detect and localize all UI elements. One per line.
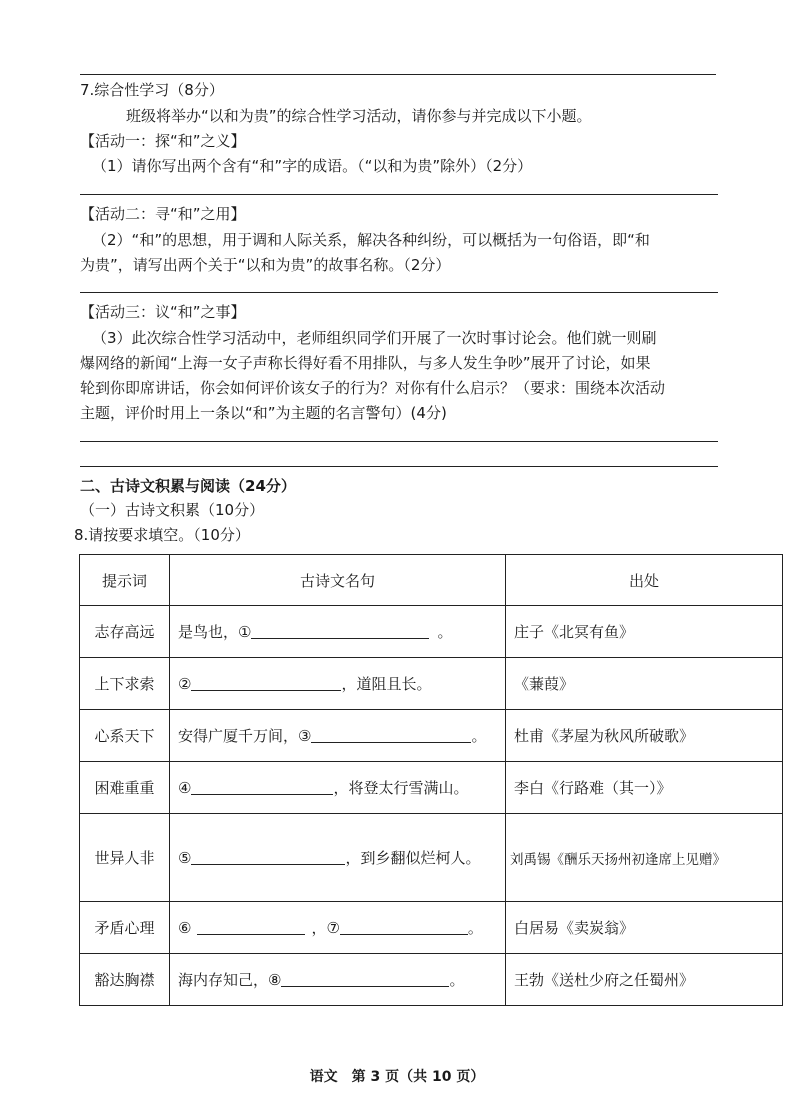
poem-table bbox=[79, 554, 783, 1006]
fill-blank-2[interactable] bbox=[191, 674, 341, 691]
answer-line-3[interactable] bbox=[80, 441, 718, 442]
fill-blank-8[interactable] bbox=[281, 970, 449, 987]
source-cell: 庄子《北冥有鱼》 bbox=[506, 606, 783, 658]
source-cell: 白居易《卖炭翁》 bbox=[506, 902, 783, 954]
verse-pre: ② bbox=[178, 675, 192, 693]
hint-cell: 豁达胸襟 bbox=[80, 954, 170, 1006]
activity3-line2: 爆网络的新闻“上海一女子声称长得好看不用排队，与多人发生争吵”展开了讨论，如果 bbox=[80, 354, 651, 372]
verse-post: 。 bbox=[471, 727, 487, 745]
activity2-question-line1: （2）“和”的思想，用于调和人际关系，解决各种纠纷，可以概括为一句俗语，即“和 bbox=[92, 231, 650, 249]
activity3-header: 【活动三：议“和”之事】 bbox=[80, 303, 246, 321]
verse-cell bbox=[170, 814, 506, 902]
activity3-line3: 轮到你即席讲话，你会如何评价该女子的行为？对你有什么启示？（要求：围绕本次活动 bbox=[80, 379, 666, 397]
activity1-question: （1）请你写出两个含有“和”字的成语。（“以和为贵”除外）（2分） bbox=[92, 157, 533, 175]
verse-pre: ⑤ bbox=[178, 849, 192, 867]
verse-cell bbox=[170, 658, 506, 710]
fill-blank-5[interactable] bbox=[191, 848, 345, 865]
verse-cell bbox=[170, 902, 506, 954]
table-row bbox=[80, 762, 783, 814]
table-row bbox=[80, 606, 783, 658]
verse-post: ，到乡翻似烂柯人。 bbox=[345, 849, 481, 867]
verse-cell bbox=[170, 606, 506, 658]
section2-title: 二、古诗文积累与阅读（24分） bbox=[80, 477, 296, 495]
fill-blank-1[interactable] bbox=[251, 622, 429, 639]
source-cell: 《蒹葭》 bbox=[506, 658, 783, 710]
verse-pre: 是鸟也，① bbox=[178, 623, 252, 641]
hint-cell: 志存高远 bbox=[80, 606, 170, 658]
table-row bbox=[80, 710, 783, 762]
activity3-line4: 主题，评价时用上一条以“和”为主题的名言警句）(4分) bbox=[80, 404, 447, 422]
table-header-row bbox=[80, 555, 783, 606]
header-verse: 古诗文名句 bbox=[170, 555, 506, 606]
q8-title: 8.请按要求填空。（10分） bbox=[74, 526, 250, 544]
source-cell: 刘禹锡《酬乐天扬州初逢席上见赠》 bbox=[506, 814, 783, 902]
table-row bbox=[80, 814, 783, 902]
header-source: 出处 bbox=[506, 555, 783, 606]
fill-blank-7[interactable] bbox=[340, 918, 468, 935]
table-row bbox=[80, 658, 783, 710]
answer-line-4[interactable] bbox=[80, 466, 718, 467]
activity3-line1: （3）此次综合性学习活动中，老师组织同学们开展了一次时事讨论会。他们就一则刷 bbox=[92, 329, 657, 347]
source-cell: 杜甫《茅屋为秋风所破歌》 bbox=[506, 710, 783, 762]
verse-mid: ，⑦ bbox=[311, 919, 340, 937]
verse-pre: 安得广厦千万间，③ bbox=[178, 727, 312, 745]
verse-pre: 海内存知己，⑧ bbox=[178, 971, 282, 989]
hint-cell: 上下求索 bbox=[80, 658, 170, 710]
q7-title: 7.综合性学习（8分） bbox=[80, 81, 224, 99]
source-cell: 王勃《送杜少府之任蜀州》 bbox=[506, 954, 783, 1006]
header-hint: 提示词 bbox=[80, 555, 170, 606]
table-row bbox=[80, 902, 783, 954]
verse-pre: ⑥ bbox=[178, 919, 192, 937]
activity2-header: 【活动二：寻“和”之用】 bbox=[80, 205, 246, 223]
answer-line-2[interactable] bbox=[80, 292, 718, 293]
verse-post: 。 bbox=[437, 623, 453, 641]
page-footer: 语文 第 3 页（共 10 页） bbox=[309, 1069, 485, 1085]
verse-cell bbox=[170, 762, 506, 814]
hint-cell: 矛盾心理 bbox=[80, 902, 170, 954]
verse-cell bbox=[170, 710, 506, 762]
hint-cell: 世异人非 bbox=[80, 814, 170, 902]
section2-subtitle: （一）古诗文积累（10分） bbox=[80, 501, 265, 519]
q7-intro: 班级将举办“以和为贵”的综合性学习活动，请你参与并完成以下小题。 bbox=[126, 107, 592, 125]
fill-blank-6[interactable] bbox=[197, 918, 305, 935]
source-cell: 李白《行路难（其一）》 bbox=[506, 762, 783, 814]
hint-cell: 心系天下 bbox=[80, 710, 170, 762]
verse-pre: ④ bbox=[178, 779, 192, 797]
top-rule bbox=[80, 74, 716, 75]
activity1-header: 【活动一：探“和”之义】 bbox=[80, 132, 246, 150]
answer-line-1[interactable] bbox=[80, 194, 718, 195]
fill-blank-4[interactable] bbox=[191, 778, 333, 795]
activity2-question-line2: 为贵”，请写出两个关于“以和为贵”的故事名称。（2分） bbox=[80, 256, 451, 274]
verse-cell bbox=[170, 954, 506, 1006]
verse-post: ，将登太行雪满山。 bbox=[333, 779, 469, 797]
verse-post: 。 bbox=[467, 919, 483, 937]
table-row bbox=[80, 954, 783, 1006]
fill-blank-3[interactable] bbox=[311, 726, 471, 743]
verse-post: ，道阻且长。 bbox=[341, 675, 432, 693]
verse-post: 。 bbox=[449, 971, 465, 989]
hint-cell: 困难重重 bbox=[80, 762, 170, 814]
